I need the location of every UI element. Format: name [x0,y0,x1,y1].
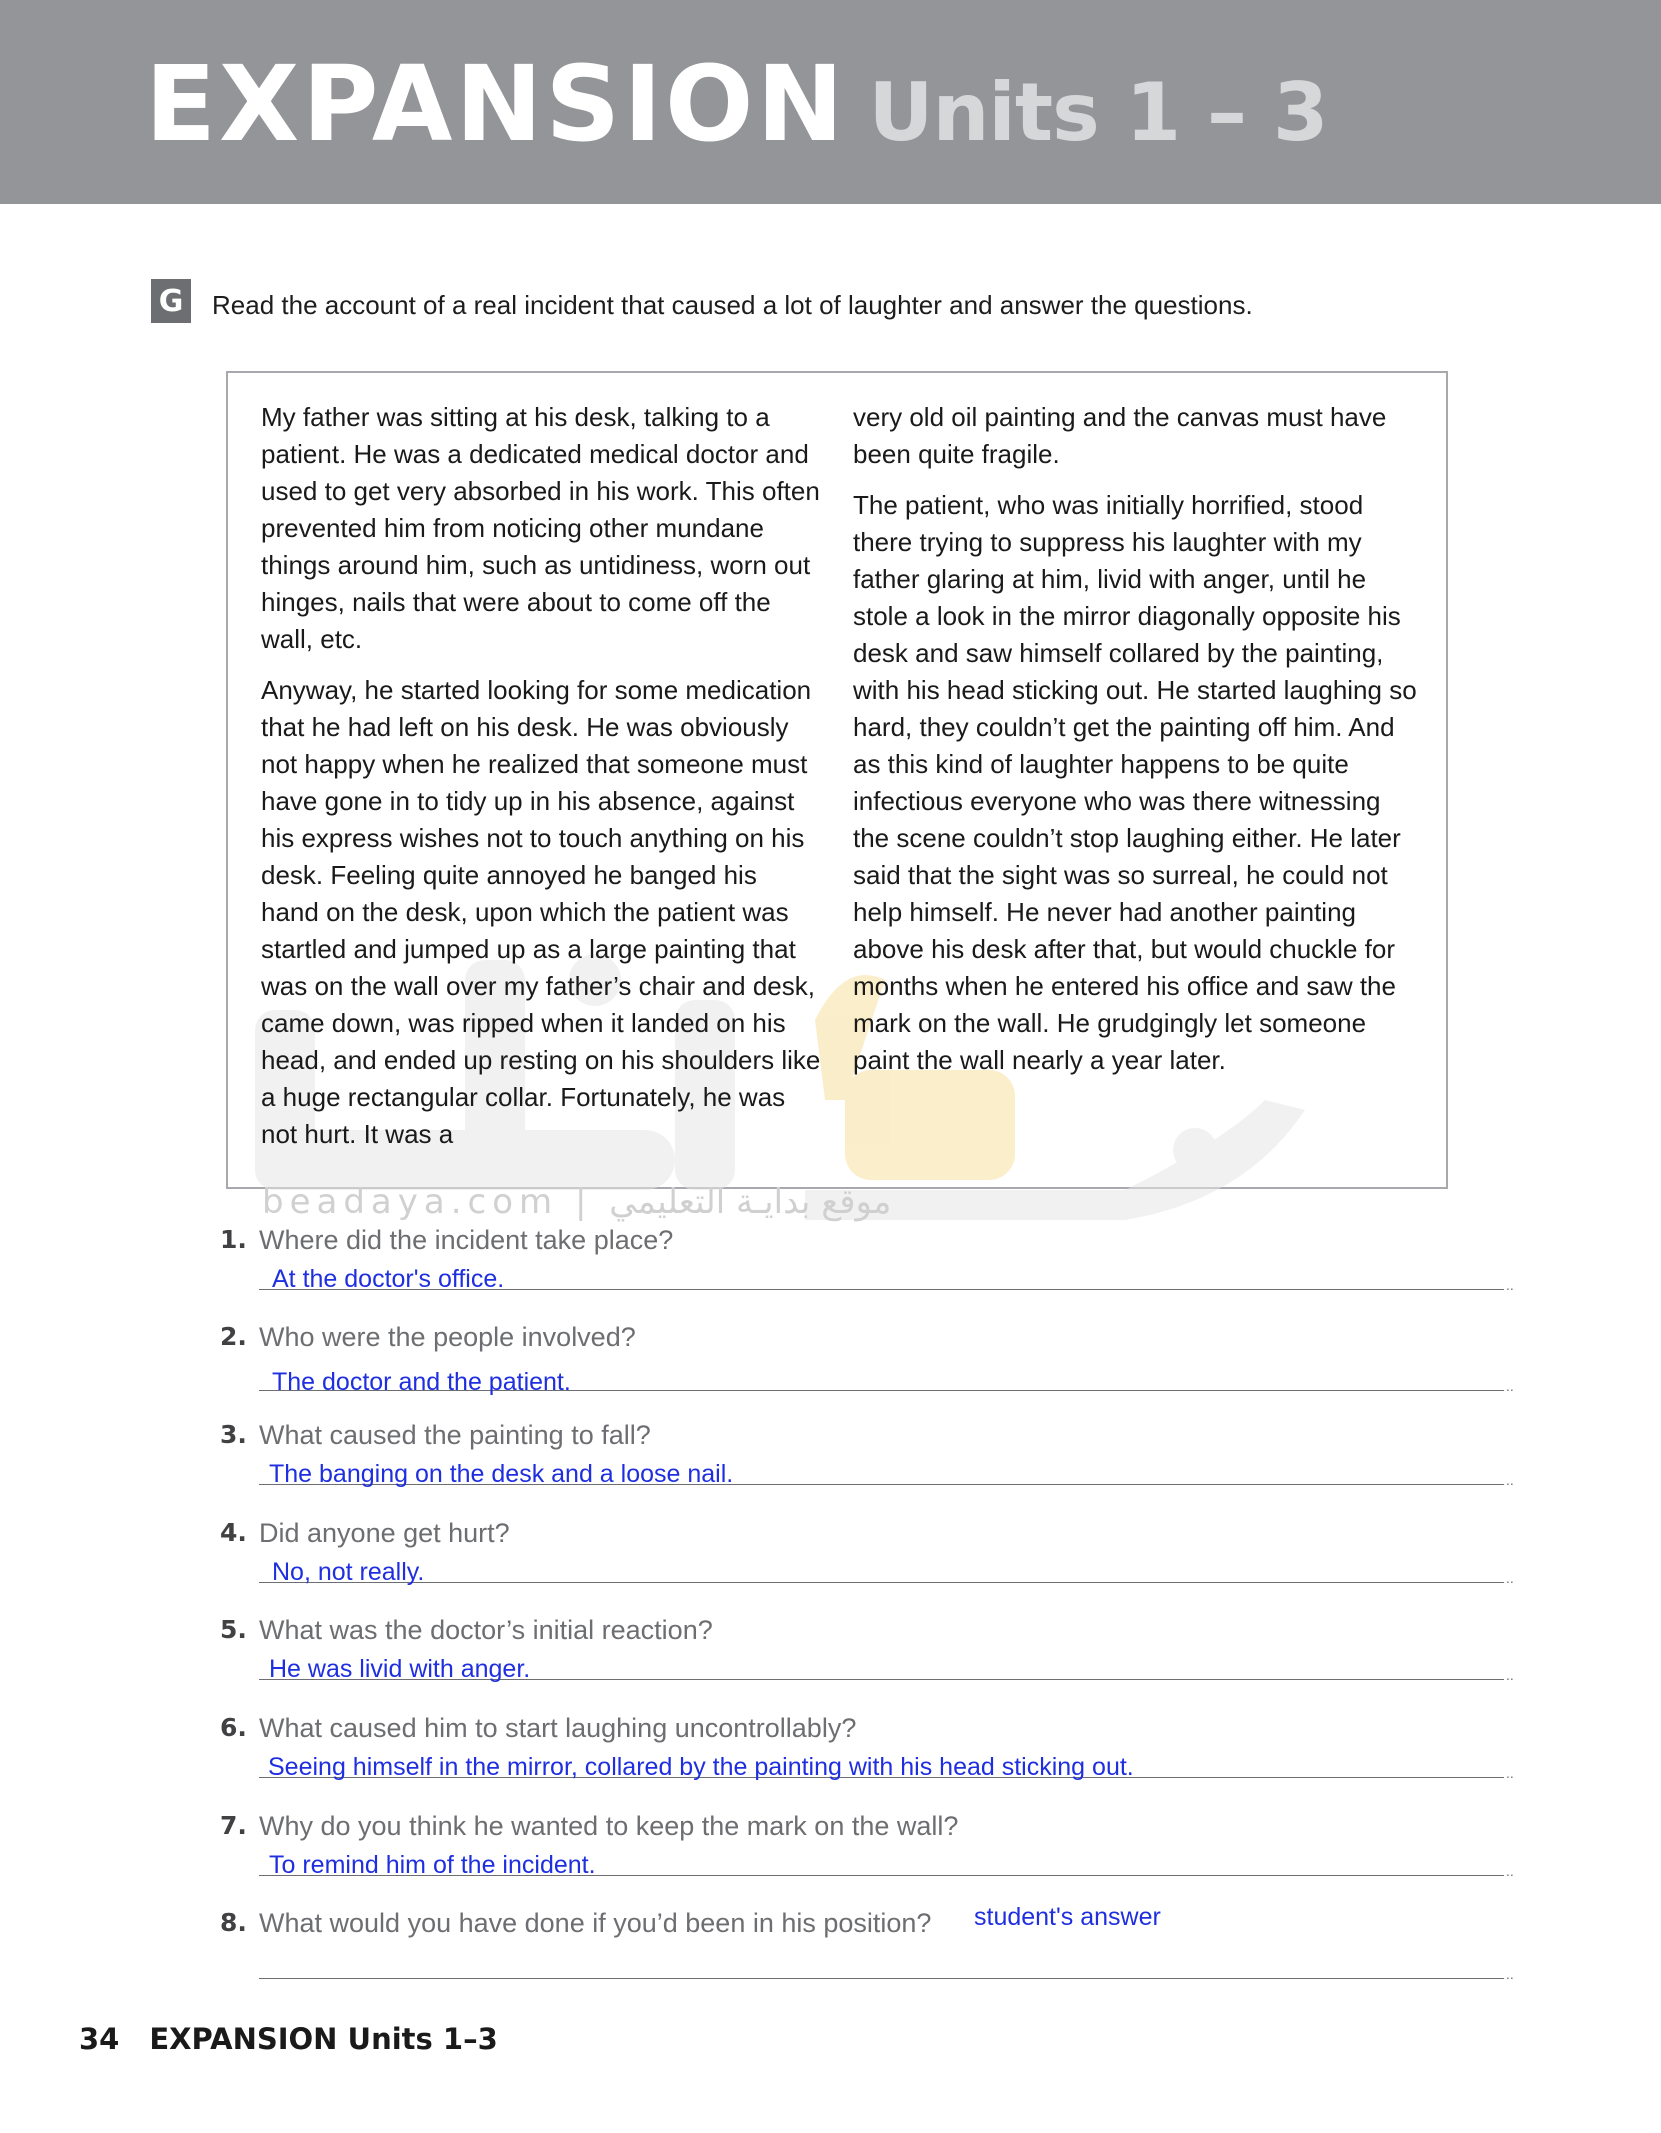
answer-text: At the doctor's office. [272,1265,505,1293]
question-number: 7. [220,1811,247,1840]
passage-paragraph: very old oil painting and the canvas must have been quite fragile. [853,402,1387,469]
question-4 [220,1518,1514,1598]
line-end-mark: .. [1506,1667,1514,1683]
line-end-mark: .. [1506,1966,1514,1982]
title-main: EXPANSION [145,43,847,165]
section-badge: G [151,279,191,323]
question-number: 3. [220,1420,247,1449]
passage-paragraph: The patient, who was initially horrified, stood there trying to suppress his laughter with my father glaring at him, livid with anger, until he stole a look in the mirror diagonally opposite his desk and saw himself collared by the painting, with his head sticking out. He started laughing so hard, they couldn’t get the painting off him. And as this kind of laughter happens to be quite infectious everyone who was there witnessing the scene couldn’t stop laughing either. He later said that the sight was so surreal, he could not help himself. He never had another painting above his desk after that, but would chuckle for months when he entered his office and saw the mark on the wall. He grudgingly let someone paint the wall nearly a year later. [853,490,1417,1075]
page-footer [79,2022,498,2056]
title-sub: Units 1 – 3 [868,66,1328,159]
question-text: What was the doctor’s initial reaction? [259,1615,713,1645]
passage-paragraph: My father was sitting at his desk, talking to a patient. He was a dedicated medical doctor and used to get very absorbed in his work. This often prevented him from noticing other mundane things around him, such as untidiness, worn out hinges, nails that were about to come off the wall, etc. [261,402,820,654]
answer-text: The banging on the desk and a loose nail. [269,1460,734,1488]
answer-text: No, not really. [272,1558,425,1586]
question-text: Who were the people involved? [259,1322,636,1352]
answer-text: He was livid with anger. [269,1655,531,1683]
question-number: 6. [220,1713,247,1742]
question-8 [220,1903,1514,2008]
page-title [145,43,1328,165]
question-1 [220,1225,1514,1305]
answer-text: student's answer [974,1903,1161,1931]
question-7 [220,1811,1514,1891]
question-text: What caused the painting to fall? [259,1420,651,1450]
question-text: Did anyone get hurt? [259,1518,510,1548]
passage-right-column [853,399,1418,1093]
instruction-text: Read the account of a real incident that caused a lot of laughter and answer the questions. [212,290,1253,320]
footer-label: EXPANSION Units 1–3 [149,2022,498,2056]
line-end-mark: .. [1506,1765,1514,1781]
question-number: 4. [220,1518,247,1547]
question-number: 8. [220,1908,247,1937]
answer-text: Seeing himself in the mirror, collared by the painting with his head sticking out. [268,1753,1134,1781]
passage-left-column [261,399,821,1167]
question-2 [220,1322,1514,1402]
line-end-mark: .. [1506,1863,1514,1879]
line-end-mark: .. [1506,1570,1514,1586]
answer-line[interactable] [259,1978,1504,1979]
question-text: What caused him to start laughing uncontrollably? [259,1713,857,1743]
question-3 [220,1420,1514,1500]
question-number: 2. [220,1322,247,1351]
question-5 [220,1615,1514,1695]
answer-line[interactable] [259,1582,1504,1583]
question-text: Why do you think he wanted to keep the mark on the wall? [259,1811,959,1841]
line-end-mark: .. [1506,1472,1514,1488]
line-end-mark: .. [1506,1277,1514,1293]
answer-text: The doctor and the patient. [272,1368,571,1396]
question-number: 5. [220,1615,247,1644]
question-text: Where did the incident take place? [259,1225,674,1255]
question-number: 1. [220,1225,247,1254]
passage-paragraph: Anyway, he started looking for some medication that he had left on his desk. He was obviously not happy when he realized that someone must have gone in to tidy up in his absence, against his express wishes not to touch anything on his desk. Feeling quite annoyed he banged his hand on the desk, upon which the patient was startled and jumped up as a large painting that was on the wall over my father’s chair and desk, came down, was ripped when it landed on his head, and ended up resting on his shoulders like a huge rectangular collar. Fortunately, he was not hurt. It was a [261,675,821,1149]
line-end-mark: .. [1506,1378,1514,1394]
watermark-text: beadaya.com | موقع بدايـة التعليمي [262,1182,892,1222]
page-number: 34 [79,2022,120,2056]
question-6 [220,1713,1514,1793]
question-text: What would you have done if you’d been in his position? [259,1908,932,1938]
answer-text: To remind him of the incident. [269,1851,596,1879]
